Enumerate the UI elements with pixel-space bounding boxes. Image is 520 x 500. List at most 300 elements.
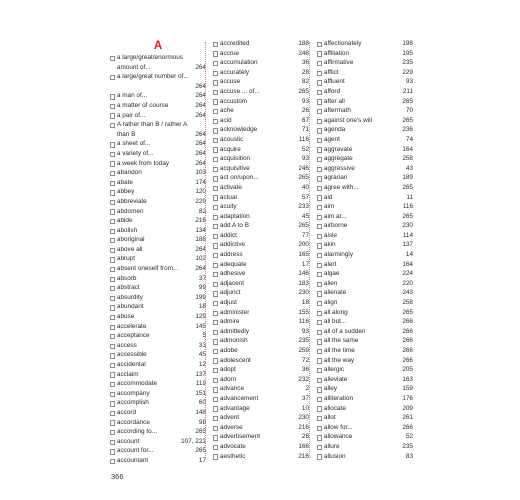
page-number: 366 bbox=[111, 472, 124, 481]
entry-term: after all bbox=[323, 97, 345, 105]
entry-page: 265 bbox=[402, 97, 413, 105]
entry-page: 200 bbox=[298, 241, 309, 249]
entry-page: 188 bbox=[298, 40, 309, 47]
entry-page: 233 bbox=[298, 203, 309, 211]
entry-term: accountant bbox=[116, 456, 149, 464]
entry-page: 159 bbox=[402, 385, 413, 393]
entry-page: 264 bbox=[195, 101, 206, 109]
entry-term: abdomen bbox=[116, 207, 144, 215]
entry-term: advance bbox=[219, 385, 245, 393]
entry-term: a pair of... bbox=[116, 111, 146, 119]
entry-page: 116 bbox=[402, 203, 413, 211]
checkbox-icon bbox=[110, 219, 115, 224]
checkbox-icon bbox=[213, 243, 218, 248]
entry-term: adopt bbox=[219, 366, 236, 374]
index-entry bbox=[213, 394, 309, 404]
entry-page: 235 bbox=[402, 59, 413, 67]
index-entry bbox=[110, 178, 206, 188]
index-entry bbox=[213, 116, 309, 126]
entry-page: 103 bbox=[195, 169, 206, 177]
checkbox-icon bbox=[110, 440, 115, 445]
entry-term: algae bbox=[323, 270, 340, 278]
entry-page: 176 bbox=[402, 394, 413, 402]
entry-page: 230 bbox=[298, 289, 309, 297]
checkbox-icon bbox=[317, 282, 322, 287]
checkbox-icon bbox=[317, 176, 322, 181]
checkbox-icon bbox=[317, 387, 322, 392]
checkbox-icon bbox=[110, 382, 115, 387]
checkbox-icon bbox=[317, 253, 322, 258]
index-entry bbox=[213, 404, 309, 414]
entry-term: aesthetic bbox=[219, 452, 246, 460]
entry-page: 93 bbox=[301, 155, 309, 163]
index-entry bbox=[213, 327, 309, 337]
entry-page: 258 bbox=[402, 155, 413, 163]
entry-term: admonish bbox=[219, 337, 248, 345]
index-entry bbox=[317, 39, 413, 49]
entry-term: abuse bbox=[116, 313, 135, 321]
index-entry bbox=[213, 202, 309, 212]
index-entry bbox=[110, 254, 206, 264]
entry-page: 17 bbox=[198, 456, 206, 464]
entry-page: 134 bbox=[195, 226, 206, 234]
entry-term: affluent bbox=[323, 78, 345, 86]
entry-page: 261 bbox=[402, 414, 413, 422]
entry-page: 67 bbox=[301, 116, 309, 124]
checkbox-icon bbox=[317, 406, 322, 411]
entry-page: 264 bbox=[195, 82, 206, 90]
checkbox-icon bbox=[213, 195, 218, 200]
checkbox-icon bbox=[213, 339, 218, 344]
checkbox-icon bbox=[317, 416, 322, 421]
index-entry bbox=[213, 346, 309, 356]
checkbox-icon bbox=[110, 430, 115, 435]
index-entry bbox=[317, 183, 413, 193]
index-entry bbox=[317, 173, 413, 183]
index-entry bbox=[110, 427, 206, 437]
checkbox-icon bbox=[110, 296, 115, 301]
entry-page: 98 bbox=[198, 418, 206, 426]
checkbox-icon bbox=[110, 277, 115, 282]
checkbox-icon bbox=[317, 99, 322, 104]
index-entry bbox=[110, 322, 206, 332]
index-entry bbox=[213, 308, 309, 318]
index-entry bbox=[317, 279, 413, 289]
entry-term: accompany bbox=[116, 389, 150, 397]
entry-page: 229 bbox=[402, 68, 413, 76]
entry-term: advocate bbox=[219, 442, 246, 450]
checkbox-icon bbox=[213, 320, 218, 325]
checkbox-icon bbox=[110, 363, 115, 368]
checkbox-icon bbox=[317, 215, 322, 220]
entry-term: abrupt bbox=[116, 255, 136, 263]
entry-term: allowance bbox=[323, 433, 353, 441]
index-entry bbox=[317, 394, 413, 404]
checkbox-icon bbox=[110, 315, 115, 320]
entry-page: 116 bbox=[298, 135, 309, 143]
entry-page: 211 bbox=[402, 87, 413, 95]
entry-page: 266 bbox=[402, 423, 413, 431]
index-entry bbox=[213, 68, 309, 78]
index-column-2 bbox=[213, 39, 309, 461]
index-column-1 bbox=[110, 39, 206, 466]
index-entry bbox=[213, 452, 309, 462]
checkbox-icon bbox=[213, 406, 218, 411]
entry-page: 224 bbox=[402, 270, 413, 278]
entry-page: 264 bbox=[195, 130, 206, 138]
index-entry bbox=[317, 356, 413, 366]
index-entry bbox=[317, 145, 413, 155]
entry-page: 266 bbox=[402, 347, 413, 354]
index-entry bbox=[213, 193, 309, 203]
entry-term: accelerate bbox=[116, 322, 147, 330]
index-entry bbox=[317, 68, 413, 78]
entry-page: 246 bbox=[298, 164, 309, 172]
entry-page: 37 bbox=[301, 394, 309, 402]
entry-term: allergic bbox=[323, 366, 345, 374]
entry-page: 155 bbox=[298, 308, 309, 316]
checkbox-icon bbox=[317, 445, 322, 450]
checkbox-icon bbox=[317, 80, 322, 85]
entry-page: 235 bbox=[298, 337, 309, 345]
entry-term: abolish bbox=[116, 226, 138, 234]
checkbox-icon bbox=[110, 152, 115, 157]
entry-term: acclaim bbox=[116, 370, 139, 378]
entry-page: 166 bbox=[298, 442, 309, 450]
index-entry bbox=[317, 77, 413, 87]
index-entry bbox=[317, 384, 413, 394]
checkbox-icon bbox=[213, 282, 218, 287]
index-entry bbox=[110, 91, 206, 101]
checkbox-icon bbox=[213, 109, 218, 114]
entry-term: account for... bbox=[116, 447, 154, 455]
index-entry bbox=[110, 312, 206, 322]
checkbox-icon bbox=[110, 161, 115, 166]
entry-page: 137 bbox=[402, 241, 413, 249]
checkbox-icon bbox=[110, 286, 115, 291]
checkbox-icon bbox=[213, 147, 218, 152]
entry-term: acoustic bbox=[219, 135, 244, 143]
index-column-3 bbox=[317, 39, 413, 461]
index-entry bbox=[317, 106, 413, 116]
checkbox-icon bbox=[110, 305, 115, 310]
index-entry bbox=[213, 317, 309, 327]
entry-term: a sheet of... bbox=[116, 140, 151, 148]
checkbox-icon bbox=[213, 291, 218, 296]
index-entry bbox=[317, 202, 413, 212]
entry-page: 26 bbox=[301, 107, 309, 115]
entry-page: 265 bbox=[402, 183, 413, 191]
entry-term: above all bbox=[116, 245, 143, 253]
index-entry bbox=[317, 288, 413, 298]
entry-term: all of a sudden bbox=[323, 327, 366, 335]
entry-term: address bbox=[219, 251, 243, 259]
index-entry bbox=[317, 452, 413, 462]
checkbox-icon bbox=[213, 253, 218, 258]
entry-page: 216 bbox=[298, 452, 309, 460]
entry-term: aim at... bbox=[323, 212, 347, 220]
index-entry bbox=[317, 135, 413, 145]
entry-page: 264 bbox=[195, 245, 206, 253]
entry-term: aisle bbox=[323, 231, 338, 239]
index-entry bbox=[317, 375, 413, 385]
checkbox-icon bbox=[317, 205, 322, 210]
entry-term: agenda bbox=[323, 126, 346, 134]
checkbox-icon bbox=[317, 311, 322, 316]
entry-page: 259 bbox=[298, 347, 309, 354]
entry-term: alien bbox=[323, 279, 338, 287]
checkbox-icon bbox=[110, 392, 115, 397]
index-entry bbox=[213, 442, 309, 452]
entry-page: 165 bbox=[298, 251, 309, 259]
checkbox-icon bbox=[317, 454, 322, 459]
index-entry bbox=[213, 413, 309, 423]
index-entry bbox=[317, 49, 413, 59]
entry-page: 209 bbox=[402, 404, 413, 412]
checkbox-icon bbox=[110, 209, 115, 214]
index-entry bbox=[110, 293, 206, 303]
index-entry bbox=[110, 187, 206, 197]
entry-page: 264 bbox=[195, 149, 206, 157]
entry-page: 17 bbox=[301, 260, 309, 268]
index-entry bbox=[213, 384, 309, 394]
entry-page: 43 bbox=[405, 164, 413, 172]
checkbox-icon bbox=[213, 42, 218, 47]
entry-term: alienate bbox=[323, 289, 347, 297]
entry-page: 137 bbox=[195, 370, 206, 378]
checkbox-icon bbox=[110, 123, 115, 128]
index-entry bbox=[110, 302, 206, 312]
checkbox-icon bbox=[317, 71, 322, 76]
entry-page: 265 bbox=[195, 428, 206, 436]
index-entry bbox=[317, 298, 413, 308]
index-entry bbox=[213, 77, 309, 87]
entry-term: adorn bbox=[219, 375, 237, 383]
entry-page: 236 bbox=[402, 126, 413, 134]
entry-term: accustom bbox=[219, 97, 248, 105]
checkbox-icon bbox=[110, 372, 115, 377]
index-entry bbox=[110, 245, 206, 255]
index-entry bbox=[213, 39, 309, 49]
index-entry bbox=[213, 164, 309, 174]
entry-term: administer bbox=[219, 308, 250, 316]
column-divider bbox=[205, 42, 206, 458]
index-entry bbox=[213, 212, 309, 222]
index-entry bbox=[213, 279, 309, 289]
entry-term: accurately bbox=[219, 68, 250, 76]
entry-term: addict bbox=[219, 231, 237, 239]
entry-page: 119 bbox=[195, 380, 206, 388]
entry-term: affirmative bbox=[323, 59, 354, 67]
checkbox-icon bbox=[213, 128, 218, 133]
checkbox-icon bbox=[317, 272, 322, 277]
index-entry bbox=[213, 260, 309, 270]
index-entry bbox=[110, 456, 206, 466]
checkbox-icon bbox=[110, 257, 115, 262]
index-entry bbox=[213, 97, 309, 107]
index-entry bbox=[110, 197, 206, 207]
entry-page: 188 bbox=[195, 236, 206, 244]
entry-term: adjust bbox=[219, 299, 237, 307]
entry-page: 72 bbox=[301, 356, 309, 364]
checkbox-icon bbox=[110, 401, 115, 406]
entry-term: alleviate bbox=[323, 375, 348, 383]
entry-page: 18 bbox=[198, 303, 206, 311]
index-entry bbox=[110, 159, 206, 169]
checkbox-icon bbox=[317, 195, 322, 200]
index-entry bbox=[213, 221, 309, 231]
entry-page: 120 bbox=[195, 188, 206, 196]
checkbox-icon bbox=[317, 157, 322, 162]
entry-page: 14 bbox=[405, 251, 413, 259]
checkbox-icon bbox=[213, 119, 218, 124]
checkbox-icon bbox=[213, 167, 218, 172]
index-entry bbox=[110, 149, 206, 159]
checkbox-icon bbox=[110, 181, 115, 186]
index-entry bbox=[213, 288, 309, 298]
checkbox-icon bbox=[317, 358, 322, 363]
entry-term: admittedly bbox=[219, 327, 250, 335]
checkbox-icon bbox=[110, 459, 115, 464]
index-entry bbox=[213, 356, 309, 366]
checkbox-icon bbox=[317, 167, 322, 172]
entry-page: 164 bbox=[402, 260, 413, 268]
entry-page: 5 bbox=[202, 332, 206, 340]
entry-term: accessible bbox=[116, 351, 147, 359]
checkbox-icon bbox=[110, 411, 115, 416]
index-entry bbox=[110, 446, 206, 456]
entry-page: 265 bbox=[298, 222, 309, 230]
entry-term: a man of... bbox=[116, 92, 148, 100]
index-entry bbox=[213, 145, 309, 155]
entry-page: 12 bbox=[198, 361, 206, 368]
entry-page: 265 bbox=[298, 87, 309, 95]
entry-page: 205 bbox=[402, 366, 413, 374]
entry-term: aggressive bbox=[323, 164, 355, 172]
checkbox-icon bbox=[213, 205, 218, 210]
index-entry bbox=[317, 269, 413, 279]
index-entry bbox=[317, 442, 413, 452]
index-entry bbox=[317, 164, 413, 174]
entry-term: actual bbox=[219, 193, 237, 201]
checkbox-icon bbox=[317, 426, 322, 431]
entry-term: all the time bbox=[323, 347, 355, 354]
entry-term: alarmingly bbox=[323, 251, 354, 259]
entry-page: 265 bbox=[195, 447, 206, 455]
entry-page: 74 bbox=[405, 135, 413, 143]
checkbox-icon bbox=[213, 234, 218, 239]
entry-term: A rather than B / rather A than B bbox=[116, 121, 187, 138]
entry-term: a matter of course bbox=[116, 101, 169, 109]
checkbox-icon bbox=[317, 349, 322, 354]
checkbox-icon bbox=[110, 142, 115, 147]
entry-page: 230 bbox=[298, 414, 309, 422]
entry-term: a large/great number of... bbox=[116, 73, 189, 81]
entry-page: 266 bbox=[402, 318, 413, 326]
index-entry bbox=[110, 408, 206, 418]
entry-page: 107, 222 bbox=[181, 437, 206, 445]
checkbox-icon bbox=[317, 368, 322, 373]
checkbox-icon bbox=[317, 119, 322, 124]
entry-term: aim bbox=[323, 203, 335, 211]
entry-page: 40 bbox=[301, 183, 309, 191]
entry-term: acuity bbox=[219, 203, 237, 211]
checkbox-icon bbox=[213, 445, 218, 450]
entry-page: 264 bbox=[195, 63, 206, 71]
index-entry bbox=[317, 193, 413, 203]
entry-term: akin bbox=[323, 241, 336, 249]
index-entry bbox=[213, 240, 309, 250]
entry-page: 199 bbox=[195, 293, 206, 301]
checkbox-icon bbox=[213, 349, 218, 354]
index-entry bbox=[213, 365, 309, 375]
entry-term: abandon bbox=[116, 169, 142, 177]
entry-term: ache bbox=[219, 107, 234, 115]
entry-term: advantage bbox=[219, 404, 250, 412]
entry-term: absurdity bbox=[116, 293, 143, 301]
entry-page: 57 bbox=[301, 193, 309, 201]
entry-page: 93 bbox=[301, 327, 309, 335]
index-entry bbox=[317, 87, 413, 97]
checkbox-icon bbox=[213, 263, 218, 268]
checkbox-icon bbox=[213, 397, 218, 402]
entry-term: abbey bbox=[116, 188, 135, 196]
entry-page: 52 bbox=[405, 433, 413, 441]
entry-term: all but... bbox=[323, 318, 347, 326]
checkbox-icon bbox=[213, 215, 218, 220]
entry-term: align bbox=[323, 299, 338, 307]
index-entry bbox=[213, 106, 309, 116]
index-entry bbox=[213, 336, 309, 346]
entry-term: affiliation bbox=[323, 49, 349, 57]
entry-page: 60 bbox=[198, 399, 206, 407]
entry-term: absent oneself from... bbox=[116, 265, 179, 273]
index-entry bbox=[317, 212, 413, 222]
entry-term: accrue bbox=[219, 49, 240, 57]
checkbox-icon bbox=[213, 358, 218, 363]
entry-term: accommodate bbox=[116, 380, 158, 388]
entry-term: according to... bbox=[116, 428, 158, 436]
checkbox-icon bbox=[213, 224, 218, 229]
entry-page: 265 bbox=[402, 212, 413, 220]
entry-term: advent bbox=[219, 414, 240, 422]
entry-term: alert bbox=[323, 260, 337, 268]
index-entry bbox=[317, 336, 413, 346]
entry-term: addictive bbox=[219, 241, 246, 249]
index-entry bbox=[110, 274, 206, 284]
entry-term: a large/great/enormous amount of... bbox=[116, 54, 183, 71]
checkbox-icon bbox=[213, 454, 218, 459]
section-letter: A bbox=[153, 40, 163, 52]
entry-term: abide bbox=[116, 217, 133, 225]
index-entry bbox=[317, 327, 413, 337]
index-entry bbox=[110, 101, 206, 111]
entry-page: 36 bbox=[301, 59, 309, 67]
index-entry bbox=[213, 87, 309, 97]
index-entry bbox=[317, 308, 413, 318]
checkbox-icon bbox=[317, 435, 322, 440]
checkbox-icon bbox=[213, 272, 218, 277]
index-entry bbox=[110, 53, 206, 72]
entry-term: a week from today bbox=[116, 159, 170, 167]
entry-term: agent bbox=[323, 135, 340, 143]
checkbox-icon bbox=[110, 353, 115, 358]
index-entry bbox=[213, 49, 309, 59]
index-entry bbox=[110, 437, 206, 447]
index-entry bbox=[317, 240, 413, 250]
entry-term: airborne bbox=[323, 222, 348, 230]
index-entry bbox=[213, 58, 309, 68]
